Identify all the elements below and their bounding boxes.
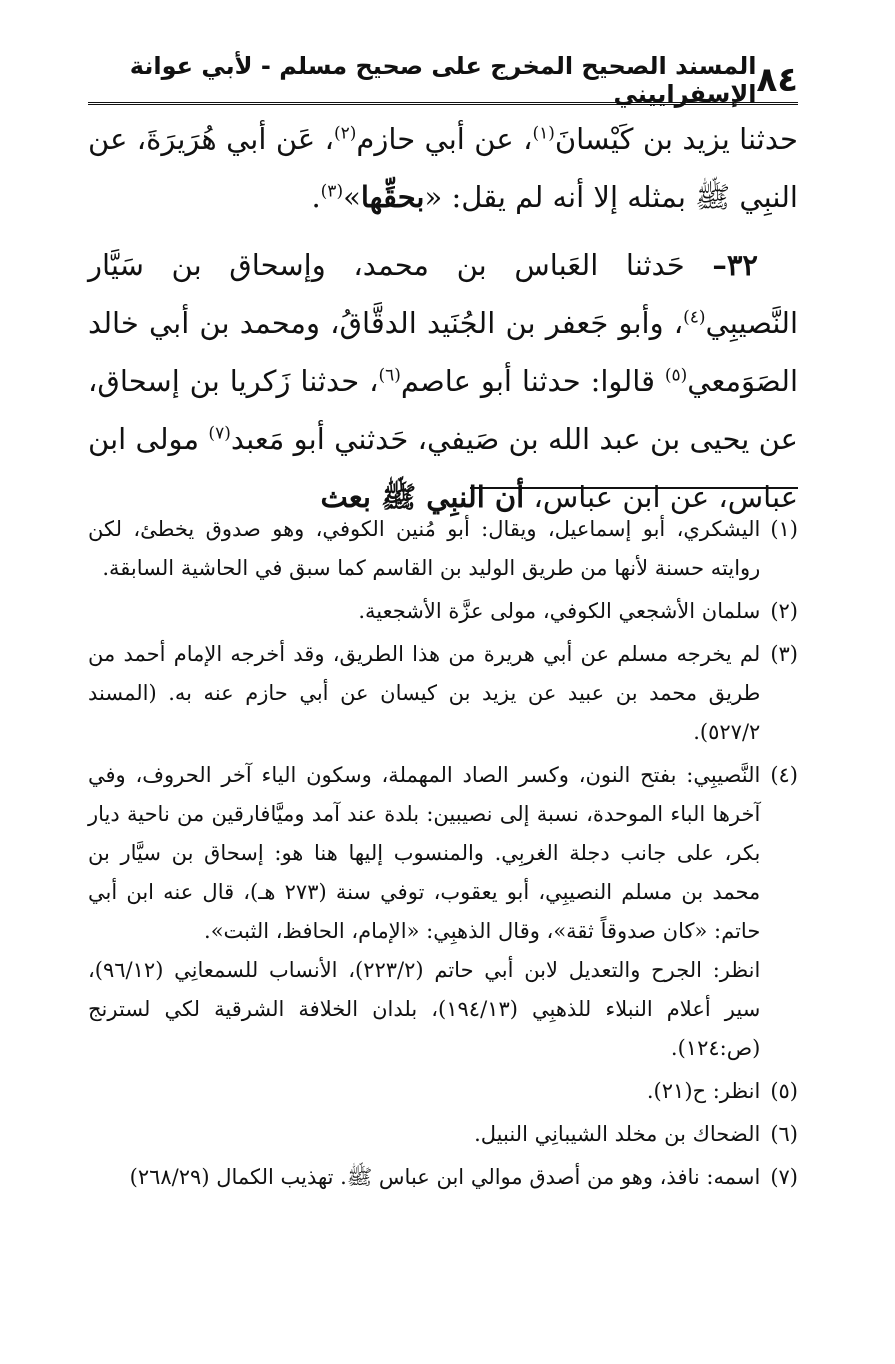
body-paragraph-1 [88, 110, 798, 226]
footnote-body [88, 1158, 760, 1197]
footnote-body [88, 1072, 760, 1111]
body-text-segment: بمثله إلا أنه لم يقل: « [424, 180, 686, 214]
footnote-number: (٣) [770, 642, 798, 666]
page-number: ٨٤ [756, 60, 798, 100]
footnote-3 [88, 635, 798, 752]
hadith-number: ٣٢– [712, 248, 758, 282]
footnote-text: انظر: ح(٢١). [646, 1079, 761, 1103]
body-text-segment: » [343, 180, 361, 214]
footnote-number: (٦) [770, 1122, 798, 1146]
footnote-ref-6[interactable]: (٦) [378, 365, 401, 386]
body-text-segment: ، عَن أبي هُرَيرَةَ، عن النبِي ﷺ [88, 122, 798, 214]
body-text-segment: حَدثنا العَباس بن محمد، وإسحاق بن سَيَّار النَّصيبِي [88, 248, 798, 340]
running-title: المسند الصحيح المخرج على صحيح مسلم - لأبي عوانة الإسفراييني [129, 52, 757, 108]
footnote-ref-2[interactable]: (٢) [334, 123, 357, 144]
footnote-text: اليشكري، أبو إسماعيل، ويقال: أبو مُنين الكوفي، وهو صدوق يخطئ، لكن روايته حسنة لأنها من طريق الوليد بن القاسم كما سبق في الحاشية السابقة. [88, 517, 761, 580]
footnote-body [88, 592, 760, 631]
footnote-4 [88, 756, 798, 1068]
footnote-number: (١) [770, 517, 798, 541]
footnote-body [88, 635, 760, 752]
main-text [88, 110, 798, 526]
footnote-5 [88, 1072, 798, 1111]
footnote-ref-1[interactable]: (١) [532, 123, 555, 144]
body-text-segment: ، وأبو جَعفر بن الجُنَيد الدقَّاقُ، ومحمد بن أبي خالد الصَوَمعي [88, 306, 798, 398]
emphasized-phrase: أن النبِي ﷺ بعث [320, 480, 525, 514]
footnote-ref-5[interactable]: (٥) [664, 365, 688, 386]
footnote-ref-7[interactable]: (٧) [208, 423, 231, 444]
footnote-body [88, 756, 760, 1068]
footnote-2 [88, 592, 798, 631]
footnote-body [88, 510, 760, 588]
footnote-ref-3[interactable]: (٣) [320, 181, 344, 202]
footnote-text: سلمان الأشجعي الكوفي، مولى عزَّة الأشجعية. [358, 599, 761, 623]
footnote-1 [88, 510, 798, 588]
footnote-number: (٥) [770, 1079, 798, 1103]
footnote-text: اسمه: نافذ، وهو من أصدق موالي ابن عباس ﷺ. تهذيب الكمال (٢٦٨/٢٩) [129, 1165, 761, 1189]
footnote-body [88, 1115, 760, 1154]
footnote-text: الضحاك بن مخلد الشيبانِي النبيل. [474, 1122, 761, 1146]
body-text-segment: قالوا: حدثنا أبو عاصم [400, 364, 665, 398]
body-text-segment: حدثنا يزيد بن كَيْسانَ [554, 122, 798, 156]
body-text-segment: مولى ابن عباس، عن ابن عباس، [88, 422, 798, 514]
footnote-number: (٤) [770, 763, 798, 787]
footnote-text: النَّصيبِي: بفتح النون، وكسر الصاد المهملة، وسكون الياء آخر الحروف، وفي آخرها الباء الموحدة، نسبة إلى نصيبين: بلدة عند آمد وميَّافارقين من ناحية ديار بكر، على جانب دجلة الغربِي. والمنسوب إليها هنا هو: إسحاق بن سيَّار بن محمد بن مسلم النصيبِي، أبو يعقوب، توفي سنة (٢٧٣ هـ)، قال عنه ابن أبي حاتم: «كان صدوقاً ثقة»، وقال الذهبِي: «الإمام، الحافظ، الثبت». [88, 763, 761, 943]
footnotes-section [88, 510, 798, 1201]
hadith-paragraph [88, 236, 798, 526]
footnote-divider [470, 487, 798, 489]
footnote-number: (٧) [770, 1165, 798, 1189]
footnote-6 [88, 1115, 798, 1154]
body-text-segment: ، حدثنا زَكريا بن إسحاق، عن يحيى بن عبد الله بن صَيفي، حَدثني أبو مَعبد [88, 364, 798, 456]
footnote-text: لم يخرجه مسلم عن أبي هريرة من هذا الطريق، وقد أخرجه الإمام أحمد من طريق محمد بن عبيد عن يزيد بن كيسان عن أبي حازم عنه به. (المسند ٥٢٧/٢). [88, 642, 761, 744]
body-text-segment: ، عن أبي حازم [356, 122, 533, 156]
footnote-7 [88, 1158, 798, 1197]
footnote-text: انظر: الجرح والتعديل لابن أبي حاتم (٢٢٣/٢)، الأنساب للسمعانِي (٩٦/١٢)، سير أعلام النبلاء للذهبِي (١٩٤/١٣)، بلدان الخلافة الشرقية لكي لسترنج (ص:١٢٤). [88, 958, 761, 1060]
footnote-number: (٢) [770, 599, 798, 623]
emphasized-word: بحقِّها [360, 180, 425, 214]
footnote-ref-4[interactable]: (٤) [683, 307, 706, 328]
body-text-segment: . [311, 180, 321, 214]
page-header [88, 52, 798, 108]
